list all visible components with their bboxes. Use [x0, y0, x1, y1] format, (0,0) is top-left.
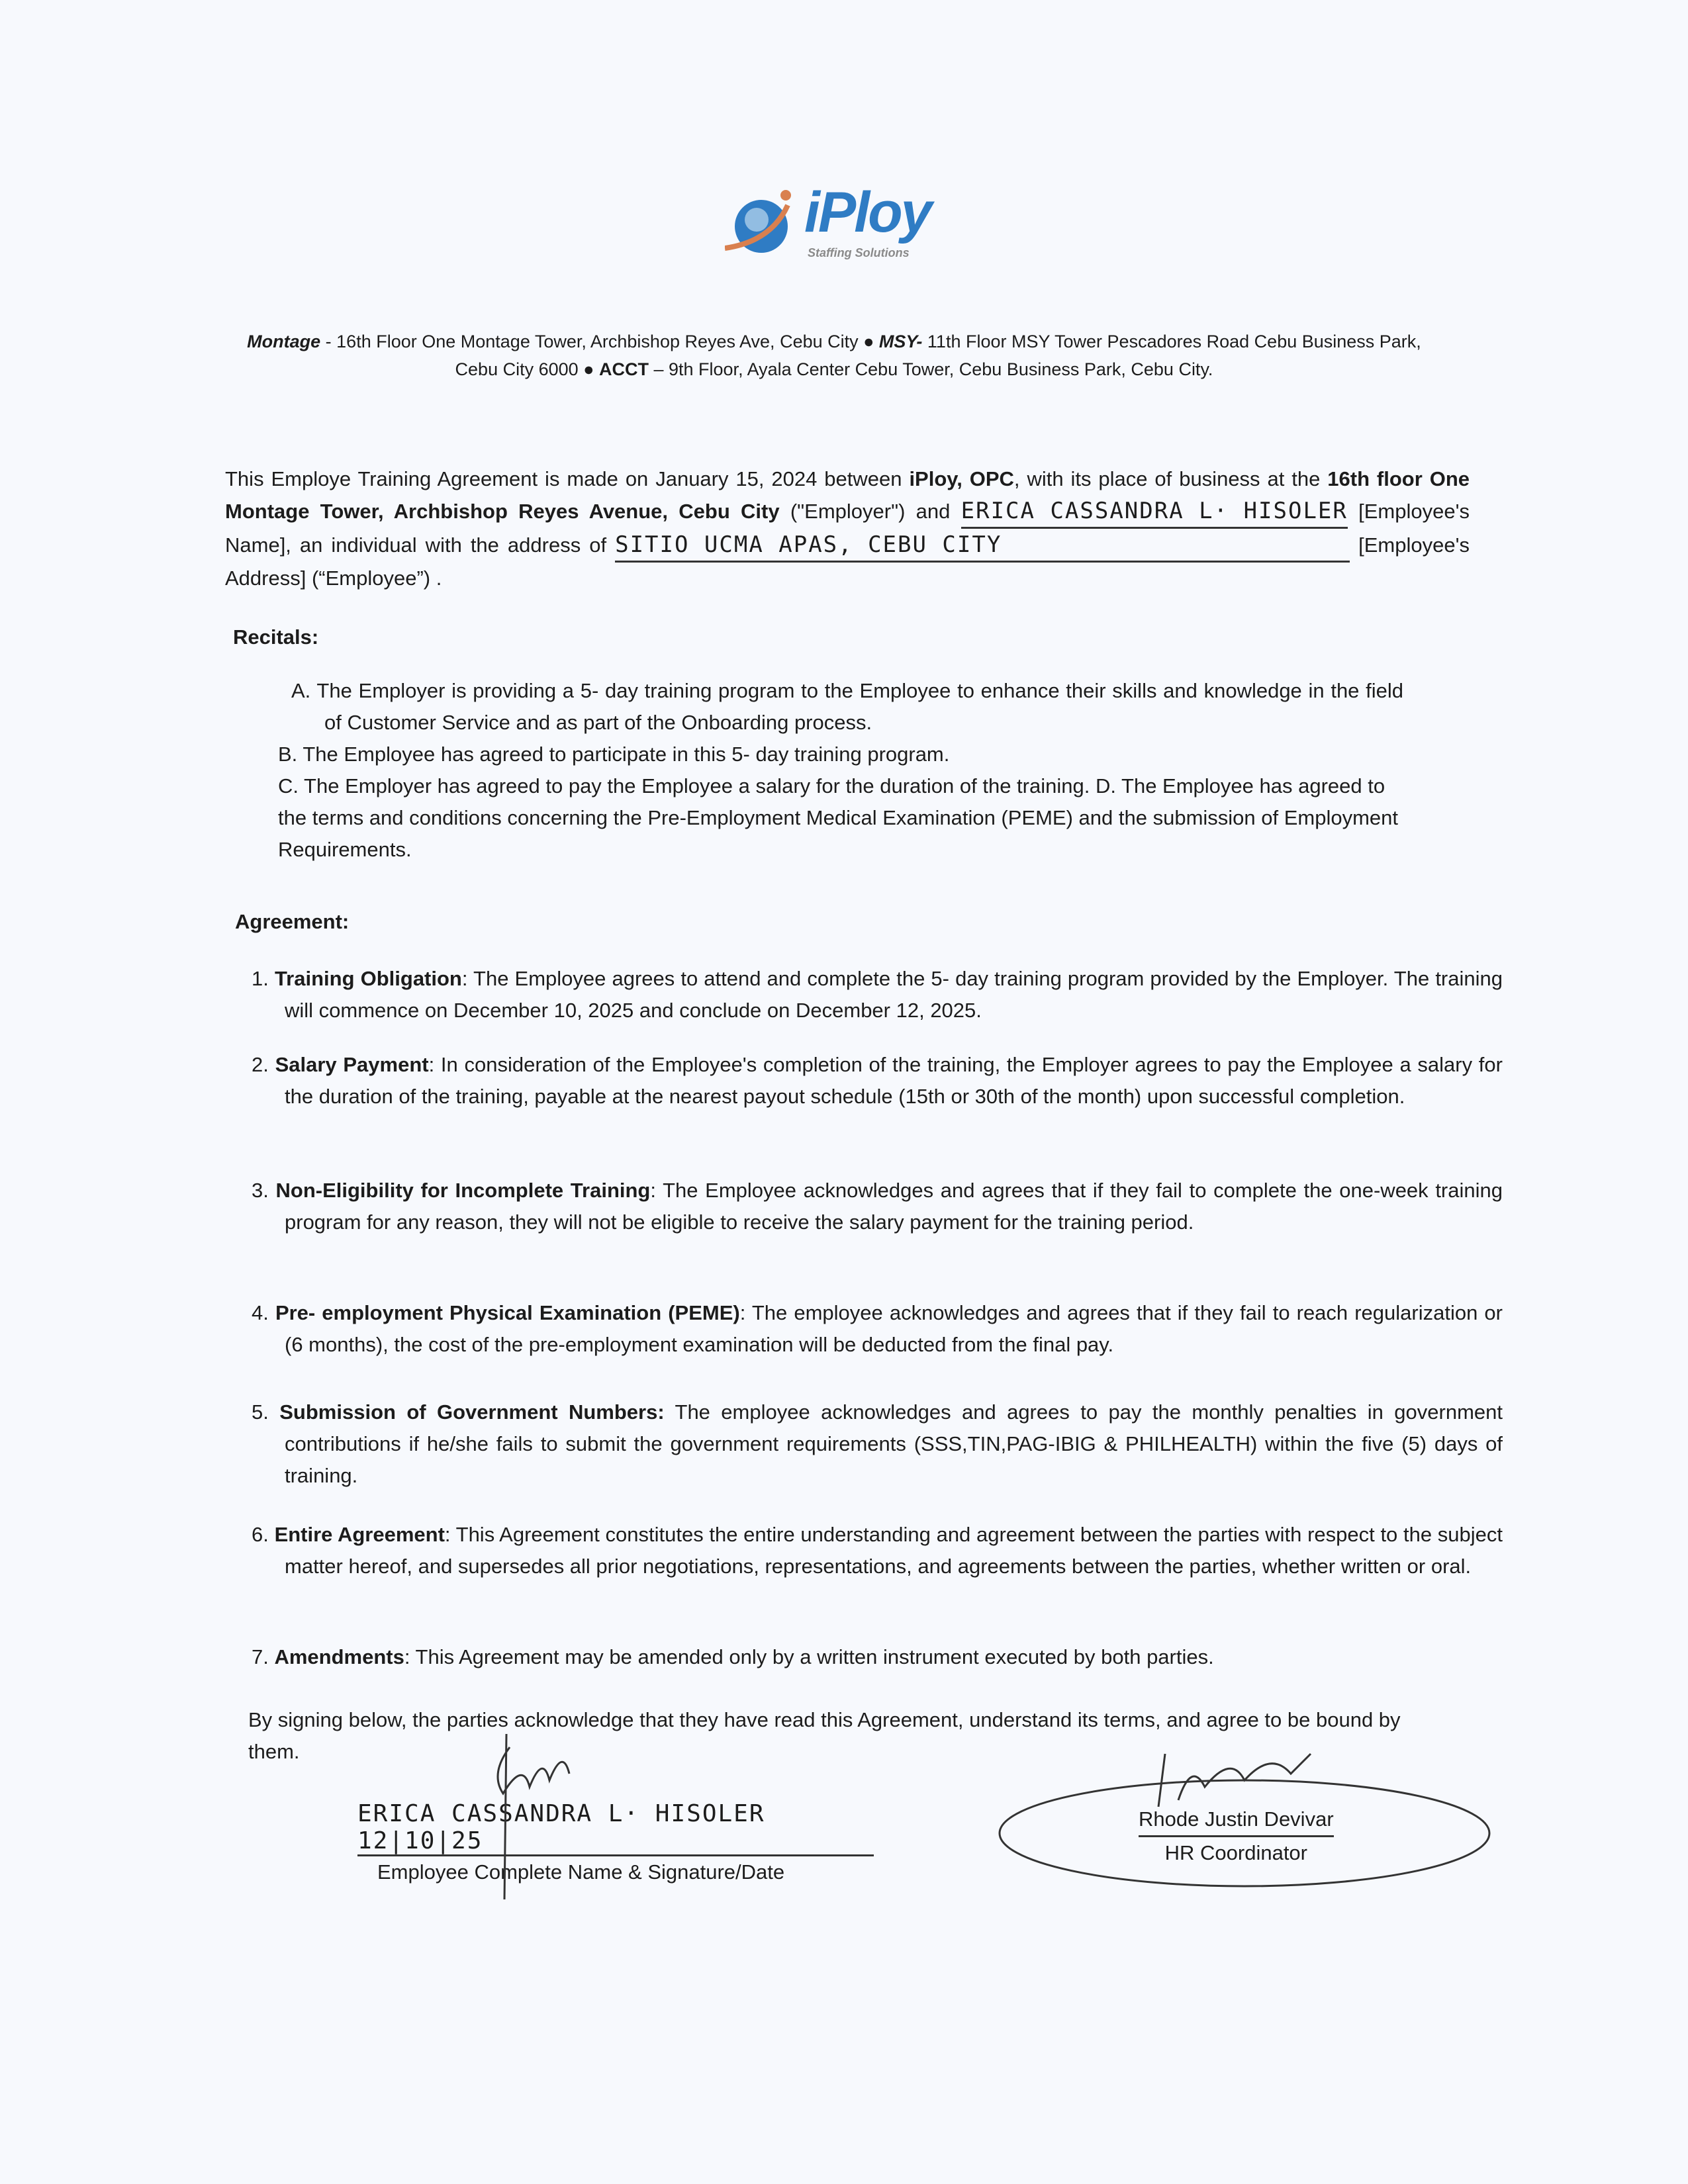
item-text: : This Agreement may be amended only by a written instrument executed by both parties. [404, 1645, 1214, 1668]
item-text: : The Employee acknowledges and agrees that if they fail to complete the one-week training program for any reason, they will not be eligible to receive the salary payment for the training period. [285, 1179, 1503, 1234]
item-title: Non-Eligibility for Incomplete Training [275, 1179, 651, 1202]
intro-paragraph [225, 463, 1470, 594]
intro-p5: [Employee's Address] (“Employee”) . [225, 533, 1470, 590]
employee-name-handwritten: ERICA CASSANDRA L· HISOLER [961, 495, 1348, 529]
item-number: 1. [252, 967, 269, 990]
agreement-item [238, 1396, 1503, 1492]
office-addresses [238, 328, 1430, 383]
recitals-list [278, 675, 1403, 866]
item-title: Entire Agreement [274, 1523, 445, 1546]
header-msy-text: 11th Floor MSY Tower Pescadores Road Cebu Business Park, Cebu City 6000 ● [455, 332, 1421, 379]
item-text: : This Agreement constitutes the entire understanding and agreement between the parties with respect to the subject matter hereof, and supersedes all prior negotiations, representations, and agreements between the parties, whether written or oral. [285, 1523, 1503, 1578]
hr-name: Rhode Justin Devivar [1139, 1803, 1334, 1837]
header-montage-text: - 16th Floor One Montage Tower, Archbishop Reyes Ave, Cebu City ● [320, 332, 879, 351]
item-title: Pre- employment Physical Examination (PEME) [275, 1301, 740, 1324]
item-text: The employee acknowledges and agrees to pay the monthly penalties in government contributions if he/she fails to submit the government requirements (SSS,TIN,PAG-IBIG & PHILHEALTH) within the five (5) days of training. [285, 1400, 1503, 1487]
header-acct-label: ACCT [598, 359, 649, 379]
closing-statement: By signing below, the parties acknowledge that they have read this Agreement, understand its terms, and agree to be bound by them. [248, 1708, 1401, 1763]
item-title: Training Obligation [274, 967, 462, 990]
header-montage-label: Montage [247, 332, 321, 351]
employee-address-handwritten: SITIO UCMA APAS, CEBU CITY [615, 529, 1350, 563]
intro-p1: This Employe Training Agreement is made on January 15, 2024 between [225, 467, 910, 490]
header-msy-label: MSY- [878, 332, 923, 351]
hr-signature-block [1139, 1803, 1334, 1869]
item-text: : The employee acknowledges and agrees that if they fail to reach regularization or (6 months), the cost of the pre-employment examination will be deducted from the final pay. [285, 1301, 1503, 1356]
globe-icon [725, 185, 804, 261]
intro-company: iPloy, OPC [909, 467, 1014, 490]
logo-name: iPloy [804, 181, 931, 244]
header-acct-text: – 9th Floor, Ayala Center Cebu Tower, Cebu Business Park, Cebu City. [648, 359, 1213, 379]
agreement-item [238, 1297, 1503, 1361]
item-number: 5. [252, 1400, 269, 1424]
employee-signature-line: ERICA CASSANDRA L· HISOLER 12|10|25 [357, 1800, 874, 1856]
employee-signature [463, 1734, 596, 1906]
item-title: Amendments [274, 1645, 404, 1668]
item-title: Submission of Government Numbers: [279, 1400, 665, 1424]
item-number: 3. [252, 1179, 269, 1202]
intro-place: 16th floor One Montage Tower, Archbishop Reyes Avenue, Cebu City [225, 467, 1470, 523]
agreement-item [238, 1175, 1503, 1238]
agreement-item [238, 1519, 1503, 1582]
recital-item: C. The Employer has agreed to pay the Employee a salary for the duration of the training. D. The Employee has agreed to the terms and conditions concerning the Pre-Employment Medical Examination (PEME) and the submission of Employment Requirements. [278, 774, 1399, 861]
intro-p4: [Employee's Name], an individual with the address of [225, 500, 1470, 557]
agreement-item [238, 963, 1503, 1026]
item-number: 6. [252, 1523, 269, 1546]
hr-title: HR Coordinator [1164, 1841, 1307, 1864]
employee-signature-caption: Employee Complete Name & Signature/Date [377, 1860, 785, 1884]
employee-signature-block [357, 1800, 874, 1888]
item-number: 4. [252, 1301, 269, 1324]
iploy-logo [725, 181, 943, 265]
intro-p3: ("Employer") and [779, 500, 961, 523]
agreement-item [238, 1049, 1503, 1113]
item-number: 7. [252, 1645, 269, 1668]
item-text: : The Employee agrees to attend and complete the 5- day training program provided by the Employer. The training will commence on December 10, 2025 and conclude on December 12, 2025. [285, 967, 1503, 1022]
recital-item: A. The Employer is providing a 5- day training program to the Employee to enhance their skills and knowledge in the field of Customer Service and as part of the Onboarding process. [291, 679, 1403, 734]
logo-tagline: Staffing Solutions [808, 246, 910, 259]
agreement-item [238, 1641, 1503, 1673]
item-number: 2. [252, 1053, 269, 1076]
agreement-heading: Agreement: [235, 910, 350, 933]
recital-item: B. The Employee has agreed to participate in this 5- day training program. [278, 743, 950, 766]
intro-p2: , with its place of business at the [1013, 467, 1328, 490]
recitals-heading: Recitals: [233, 625, 319, 649]
item-title: Salary Payment [275, 1053, 429, 1076]
item-text: : In consideration of the Employee's completion of the training, the Employer agrees to pay the Employee a salary for the duration of the training, payable at the nearest payout schedule (15th or 30th of the month) upon successful completion. [285, 1053, 1503, 1108]
